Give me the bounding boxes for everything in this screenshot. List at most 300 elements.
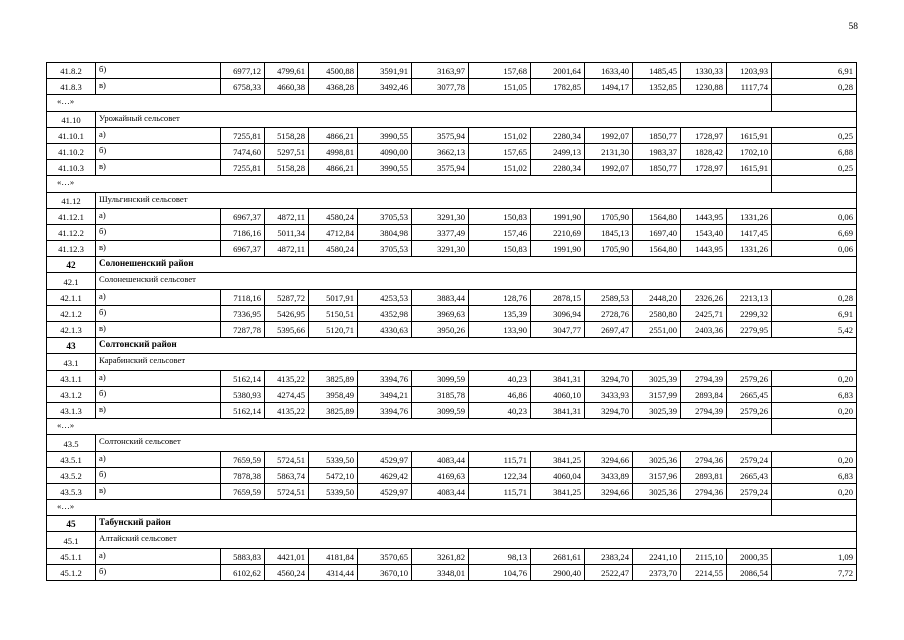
value-cell: 4866,21 [309,160,358,176]
value-cell: 2551,00 [633,322,681,338]
value-cell: 4872,11 [265,208,309,224]
value-cell: 2579,26 [727,402,772,418]
row-label: б) [96,224,221,240]
section-title: Шульгинский сельсовет [96,192,857,208]
district-code: 42 [47,257,96,273]
row-label: а) [96,370,221,386]
row-code: 41.10.1 [47,127,96,143]
district-code: 45 [47,516,96,532]
value-cell: 1697,40 [633,224,681,240]
row-code: 41.12.2 [47,224,96,240]
value-cell: 2214,55 [681,564,727,580]
table-row [47,322,857,338]
row-code: 42.1.1 [47,289,96,305]
value-cell: 1992,07 [585,160,633,176]
value-cell: 3348,01 [412,564,469,580]
value-cell: 2794,39 [681,402,727,418]
value-cell: 4712,84 [309,224,358,240]
value-cell: 4169,63 [412,467,469,483]
value-cell: 1728,97 [681,127,727,143]
table-row [47,386,857,402]
table-row [47,63,857,79]
value-cell: 2280,34 [531,127,585,143]
value-cell: 2878,15 [531,289,585,305]
district-header-row [47,516,857,532]
value-cell: 3185,78 [412,386,469,402]
value-cell: 2403,36 [681,322,727,338]
value-cell: 2210,69 [531,224,585,240]
value-cell: 135,39 [469,305,531,321]
value-cell: 4580,24 [309,241,358,257]
value-cell: 3157,99 [633,386,681,402]
row-code: 41.12.1 [47,208,96,224]
district-title: Солонешенский район [96,257,857,273]
value-cell: 1331,26 [727,208,772,224]
value-cell: 7659,59 [221,483,265,499]
section-code: 43.5 [47,435,96,451]
row-label: в) [96,322,221,338]
value-cell: 5120,71 [309,322,358,338]
row-code: 41.10.3 [47,160,96,176]
value-cell: 1850,77 [633,127,681,143]
value-cell: 1850,77 [633,160,681,176]
value-cell: 2589,53 [585,289,633,305]
value-cell: 4274,45 [265,386,309,402]
value-cell: 128,76 [469,289,531,305]
table-row [47,160,857,176]
value-cell: 1117,74 [727,79,772,95]
value-cell: 5863,74 [265,467,309,483]
value-cell: 3825,89 [309,370,358,386]
value-cell: 4872,11 [265,241,309,257]
value-cell: 0,28 [772,289,857,305]
value-cell: 1782,85 [531,79,585,95]
value-cell: 2893,84 [681,386,727,402]
value-cell: 115,71 [469,451,531,467]
value-cell: 3958,49 [309,386,358,402]
omission-mark: «…» [47,176,772,192]
value-cell: 115,71 [469,483,531,499]
row-code: 43.1.3 [47,402,96,418]
value-cell: 3950,26 [412,322,469,338]
value-cell: 6,91 [772,305,857,321]
value-cell: 2279,95 [727,322,772,338]
value-cell: 0,25 [772,160,857,176]
value-cell: 2665,43 [727,467,772,483]
row-label: б) [96,386,221,402]
row-label: б) [96,63,221,79]
row-code: 42.1.3 [47,322,96,338]
value-cell: 2580,80 [633,305,681,321]
table-row [47,451,857,467]
value-cell: 0,20 [772,451,857,467]
table-row [47,241,857,257]
value-cell: 7255,81 [221,160,265,176]
value-cell: 4083,44 [412,483,469,499]
value-cell: 6967,37 [221,241,265,257]
value-cell: 5339,50 [309,483,358,499]
value-cell: 1992,07 [585,127,633,143]
value-cell: 4090,00 [358,143,412,159]
value-cell: 3433,93 [585,386,633,402]
omission-row [47,419,857,435]
value-cell: 3025,36 [633,451,681,467]
value-cell: 151,02 [469,127,531,143]
value-cell: 2728,76 [585,305,633,321]
value-cell: 1564,80 [633,208,681,224]
value-cell: 4368,28 [309,79,358,95]
value-cell: 4314,44 [309,564,358,580]
value-cell: 2425,71 [681,305,727,321]
value-cell: 1331,26 [727,241,772,257]
value-cell: 2299,32 [727,305,772,321]
value-cell: 5011,34 [265,224,309,240]
section-header-row [47,532,857,548]
value-cell: 3591,91 [358,63,412,79]
row-label: а) [96,208,221,224]
value-cell: 2086,54 [727,564,772,580]
value-cell: 122,34 [469,467,531,483]
value-cell: 5472,10 [309,467,358,483]
value-cell: 4352,98 [358,305,412,321]
row-code: 43.1.1 [47,370,96,386]
value-cell: 3841,31 [531,370,585,386]
row-label: в) [96,483,221,499]
value-cell: 40,23 [469,370,531,386]
value-cell: 7,72 [772,564,857,580]
value-cell: 7255,81 [221,127,265,143]
value-cell: 4083,44 [412,451,469,467]
row-code: 45.1.2 [47,564,96,580]
value-cell: 4660,38 [265,79,309,95]
value-cell: 6,83 [772,386,857,402]
value-cell: 5158,28 [265,127,309,143]
value-cell: 3662,13 [412,143,469,159]
value-cell: 3099,59 [412,370,469,386]
value-cell: 1494,17 [585,79,633,95]
value-cell: 2448,20 [633,289,681,305]
district-title: Солтонский район [96,338,857,354]
value-cell: 1983,37 [633,143,681,159]
table-row [47,548,857,564]
value-cell: 150,83 [469,241,531,257]
value-cell: 5017,91 [309,289,358,305]
value-cell: 1828,42 [681,143,727,159]
value-cell: 3705,53 [358,208,412,224]
value-cell: 5297,51 [265,143,309,159]
district-header-row [47,257,857,273]
value-cell: 3492,46 [358,79,412,95]
value-cell: 6967,37 [221,208,265,224]
value-cell: 2665,45 [727,386,772,402]
section-code: 41.10 [47,111,96,127]
value-cell: 151,02 [469,160,531,176]
value-cell: 7474,60 [221,143,265,159]
row-label: в) [96,402,221,418]
value-cell: 3025,39 [633,402,681,418]
value-cell: 1991,90 [531,208,585,224]
value-cell: 2326,26 [681,289,727,305]
table-row [47,208,857,224]
value-cell: 1417,45 [727,224,772,240]
value-cell: 4529,97 [358,483,412,499]
value-cell: 1615,91 [727,160,772,176]
value-cell: 5162,14 [221,402,265,418]
omission-filler [772,95,857,111]
value-cell: 3825,89 [309,402,358,418]
value-cell: 6,69 [772,224,857,240]
section-title: Карабинский сельсовет [96,354,857,370]
value-cell: 1705,90 [585,208,633,224]
omission-filler [772,419,857,435]
value-cell: 2499,13 [531,143,585,159]
value-cell: 7659,59 [221,451,265,467]
district-title: Табунский район [96,516,857,532]
row-code: 43.5.1 [47,451,96,467]
value-cell: 6,88 [772,143,857,159]
value-cell: 3291,30 [412,208,469,224]
value-cell: 4580,24 [309,208,358,224]
value-cell: 98,13 [469,548,531,564]
section-code: 45.1 [47,532,96,548]
value-cell: 0,06 [772,241,857,257]
section-header-row [47,354,857,370]
row-label: а) [96,548,221,564]
value-cell: 1203,93 [727,63,772,79]
value-cell: 2579,26 [727,370,772,386]
value-cell: 157,46 [469,224,531,240]
value-cell: 4135,22 [265,402,309,418]
value-cell: 1702,10 [727,143,772,159]
row-code: 41.10.2 [47,143,96,159]
value-cell: 3570,65 [358,548,412,564]
omission-row [47,95,857,111]
value-cell: 2115,10 [681,548,727,564]
value-cell: 2131,30 [585,143,633,159]
row-code: 42.1.2 [47,305,96,321]
value-cell: 3394,76 [358,370,412,386]
value-cell: 5150,51 [309,305,358,321]
value-cell: 5724,51 [265,483,309,499]
value-cell: 7186,16 [221,224,265,240]
value-cell: 3804,98 [358,224,412,240]
omission-mark: «…» [47,419,772,435]
value-cell: 3025,36 [633,483,681,499]
value-cell: 0,20 [772,483,857,499]
value-cell: 150,83 [469,208,531,224]
section-code: 41.12 [47,192,96,208]
value-cell: 4330,63 [358,322,412,338]
district-header-row [47,338,857,354]
value-cell: 2373,70 [633,564,681,580]
value-cell: 2697,47 [585,322,633,338]
value-cell: 2383,24 [585,548,633,564]
value-cell: 7336,95 [221,305,265,321]
value-cell: 3990,55 [358,127,412,143]
value-cell: 3670,10 [358,564,412,580]
value-cell: 4060,04 [531,467,585,483]
omission-mark: «…» [47,500,772,516]
value-cell: 5426,95 [265,305,309,321]
value-cell: 2280,34 [531,160,585,176]
value-cell: 5339,50 [309,451,358,467]
value-cell: 7118,16 [221,289,265,305]
row-code: 41.12.3 [47,241,96,257]
value-cell: 2579,24 [727,451,772,467]
value-cell: 4629,42 [358,467,412,483]
value-cell: 3969,63 [412,305,469,321]
row-label: б) [96,467,221,483]
value-cell: 1330,33 [681,63,727,79]
row-label: в) [96,79,221,95]
value-cell: 3096,94 [531,305,585,321]
value-cell: 3705,53 [358,241,412,257]
value-cell: 1991,90 [531,241,585,257]
value-cell: 2794,36 [681,483,727,499]
omission-filler [772,176,857,192]
section-code: 42.1 [47,273,96,289]
value-cell: 2522,47 [585,564,633,580]
value-cell: 6977,12 [221,63,265,79]
value-cell: 0,28 [772,79,857,95]
value-cell: 2241,10 [633,548,681,564]
value-cell: 4799,61 [265,63,309,79]
table-row [47,143,857,159]
value-cell: 4181,84 [309,548,358,564]
value-cell: 5162,14 [221,370,265,386]
omission-mark: «…» [47,95,772,111]
value-cell: 4135,22 [265,370,309,386]
value-cell: 6,91 [772,63,857,79]
value-cell: 3575,94 [412,160,469,176]
value-cell: 5883,83 [221,548,265,564]
table-row [47,305,857,321]
value-cell: 4421,01 [265,548,309,564]
omission-row [47,176,857,192]
value-cell: 2001,64 [531,63,585,79]
value-cell: 0,20 [772,402,857,418]
row-label: а) [96,451,221,467]
value-cell: 3841,25 [531,483,585,499]
value-cell: 3394,76 [358,402,412,418]
row-code: 43.1.2 [47,386,96,402]
value-cell: 157,65 [469,143,531,159]
value-cell: 2213,13 [727,289,772,305]
value-cell: 3294,70 [585,370,633,386]
value-cell: 4560,24 [265,564,309,580]
value-cell: 2794,39 [681,370,727,386]
value-cell: 4529,97 [358,451,412,467]
table-row [47,79,857,95]
row-code: 43.5.2 [47,467,96,483]
row-label: а) [96,127,221,143]
value-cell: 1633,40 [585,63,633,79]
table-row [47,467,857,483]
value-cell: 3261,82 [412,548,469,564]
value-cell: 4500,88 [309,63,358,79]
value-cell: 0,06 [772,208,857,224]
value-cell: 104,76 [469,564,531,580]
tariff-table [46,62,857,581]
value-cell: 5380,93 [221,386,265,402]
value-cell: 3294,66 [585,483,633,499]
value-cell: 0,25 [772,127,857,143]
value-cell: 1543,40 [681,224,727,240]
value-cell: 3841,31 [531,402,585,418]
value-cell: 5395,66 [265,322,309,338]
value-cell: 3494,21 [358,386,412,402]
value-cell: 4866,21 [309,127,358,143]
table-row [47,224,857,240]
value-cell: 6,83 [772,467,857,483]
row-code: 41.8.3 [47,79,96,95]
value-cell: 2681,61 [531,548,585,564]
row-label: в) [96,241,221,257]
value-cell: 5287,72 [265,289,309,305]
value-cell: 3433,89 [585,467,633,483]
value-cell: 3841,25 [531,451,585,467]
value-cell: 3294,70 [585,402,633,418]
value-cell: 5,42 [772,322,857,338]
value-cell: 2893,81 [681,467,727,483]
value-cell: 1615,91 [727,127,772,143]
section-header-row [47,111,857,127]
table-body [47,63,857,581]
table-row [47,564,857,580]
value-cell: 3077,78 [412,79,469,95]
value-cell: 0,20 [772,370,857,386]
table-row [47,370,857,386]
value-cell: 3990,55 [358,160,412,176]
value-cell: 1564,80 [633,241,681,257]
value-cell: 1485,45 [633,63,681,79]
value-cell: 3291,30 [412,241,469,257]
value-cell: 5724,51 [265,451,309,467]
table-row [47,402,857,418]
value-cell: 3025,39 [633,370,681,386]
value-cell: 1352,85 [633,79,681,95]
value-cell: 3163,97 [412,63,469,79]
row-code: 43.5.3 [47,483,96,499]
value-cell: 4998,81 [309,143,358,159]
section-title: Солтонский сельсовет [96,435,857,451]
value-cell: 157,68 [469,63,531,79]
value-cell: 46,86 [469,386,531,402]
value-cell: 2579,24 [727,483,772,499]
value-cell: 1845,13 [585,224,633,240]
row-label: а) [96,289,221,305]
page-number: 58 [848,22,858,32]
section-header-row [47,273,857,289]
value-cell: 4253,53 [358,289,412,305]
table-row [47,127,857,143]
row-label: б) [96,305,221,321]
row-label: б) [96,564,221,580]
section-title: Алтайский сельсовет [96,532,857,548]
value-cell: 2794,36 [681,451,727,467]
row-code: 41.8.2 [47,63,96,79]
row-label: в) [96,160,221,176]
table-row [47,289,857,305]
section-header-row [47,435,857,451]
value-cell: 3575,94 [412,127,469,143]
value-cell: 151,05 [469,79,531,95]
value-cell: 1705,90 [585,241,633,257]
value-cell: 133,90 [469,322,531,338]
value-cell: 1443,95 [681,208,727,224]
value-cell: 7878,38 [221,467,265,483]
value-cell: 3883,44 [412,289,469,305]
